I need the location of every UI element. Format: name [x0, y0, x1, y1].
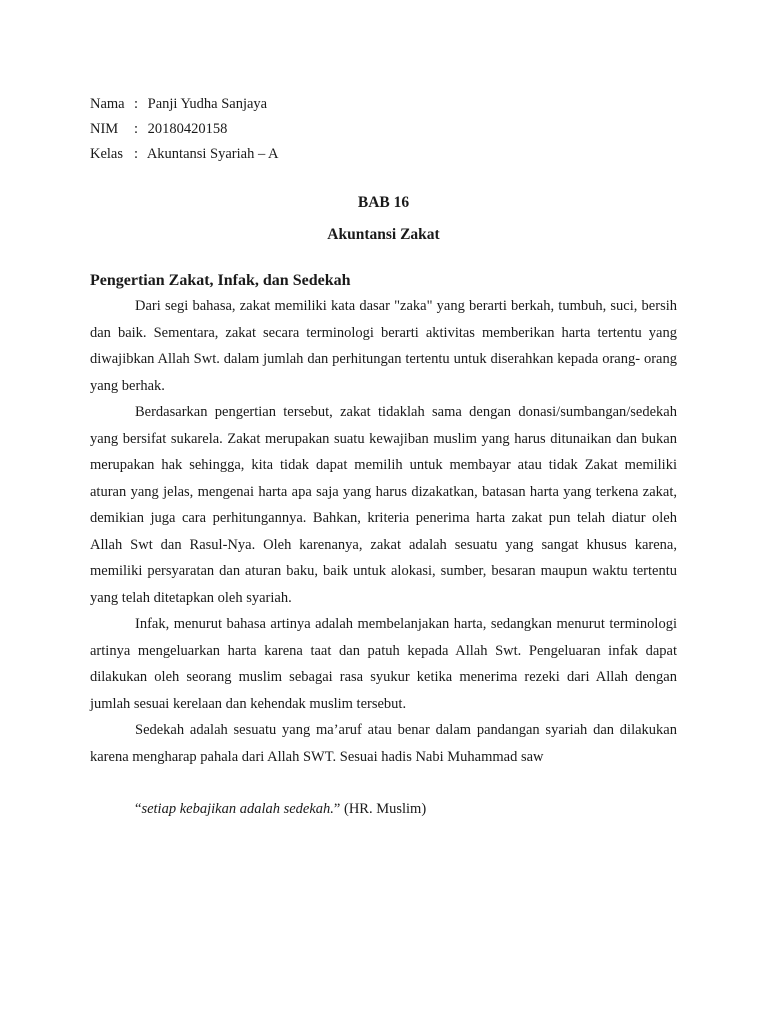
paragraph-infak-definition: Infak, menurut bahasa artinya adalah membelanjakan harta, sedangkan menurut terminologi artinya mengeluarkan harta karena taat dan patuh kepada Allah Swt. Pengeluaran infak dapat dilakukan oleh seorang muslim sebagai rasa syukur ketika menerima rezeki dari Allah dengan jumlah sesuai kerelaan dan kehendak muslim tersebut.: [90, 616, 677, 712]
nim-value: 20180420158: [147, 121, 228, 137]
class-label: Kelas: [90, 146, 124, 162]
hadith-quote: [135, 796, 677, 822]
student-info-name-row: [90, 92, 677, 117]
class-value: Akuntansi Syariah – A: [146, 146, 279, 162]
nim-separator: :: [134, 121, 139, 137]
chapter-number: BAB 16: [357, 194, 410, 211]
paragraph-sedekah-definition: Sedekah adalah sesuatu yang ma’aruf atau benar dalam pandangan syariah dan dilakukan karena mengharap pahala dari Allah SWT. Sesuai hadis Nabi Muhammad saw: [90, 722, 677, 765]
quote-open-mark: “: [135, 801, 142, 817]
chapter-title: Akuntansi Zakat: [327, 226, 440, 243]
name-label: Nama: [90, 96, 125, 112]
nim-label: NIM: [90, 121, 119, 137]
quote-text: setiap kebajikan adalah sedekah.: [141, 801, 334, 817]
name-value: Panji Yudha Sanjaya: [147, 96, 268, 112]
document-page: [90, 92, 677, 822]
student-info-class-row: [90, 142, 677, 167]
student-info-nim-row: [90, 117, 677, 142]
paragraph-zakat-definition: Dari segi bahasa, zakat memiliki kata dasar "zaka" yang berarti berkah, tumbuh, suci, bersih dan baik. Sementara, zakat secara terminologi berarti aktivitas memberikan harta tertentu yang diwajibkan Allah Swt. dalam jumlah dan perhitungan tertentu untuk diserahkan kepada orang- orang yang berhak.: [90, 298, 677, 394]
quote-close-mark: ”: [333, 801, 341, 817]
section-heading: Pengertian Zakat, Infak, dan Sedekah: [90, 272, 351, 289]
paragraph-zakat-obligation: Berdasarkan pengertian tersebut, zakat tidaklah sama dengan donasi/sumbangan/sedekah yang bersifat sukarela. Zakat merupakan suatu kewajiban muslim yang harus ditunaikan dan bukan merupakan hak sehingga, kita tidak dapat memilih untuk membayar atau tidak Zakat memiliki aturan yang jelas, mengenai harta apa saja yang harus dizakatkan, batasan harta yang terkena zakat, demikian juga cara perhitungannya. Bahkan, kriteria penerima harta zakat pun telah diatur oleh Allah Swt dan Rasul-Nya. Oleh karenanya, zakat adalah sesuatu yang sangat khusus karena, memiliki persyaratan dan aturan baku, baik untuk alokasi, sumber, besaran maupun waktu tertentu yang telah ditetapkan oleh syariah.: [90, 404, 677, 606]
quote-source: (HR. Muslim): [340, 801, 427, 817]
class-separator: :: [134, 146, 139, 162]
name-separator: :: [134, 96, 139, 112]
student-info: [90, 92, 677, 167]
